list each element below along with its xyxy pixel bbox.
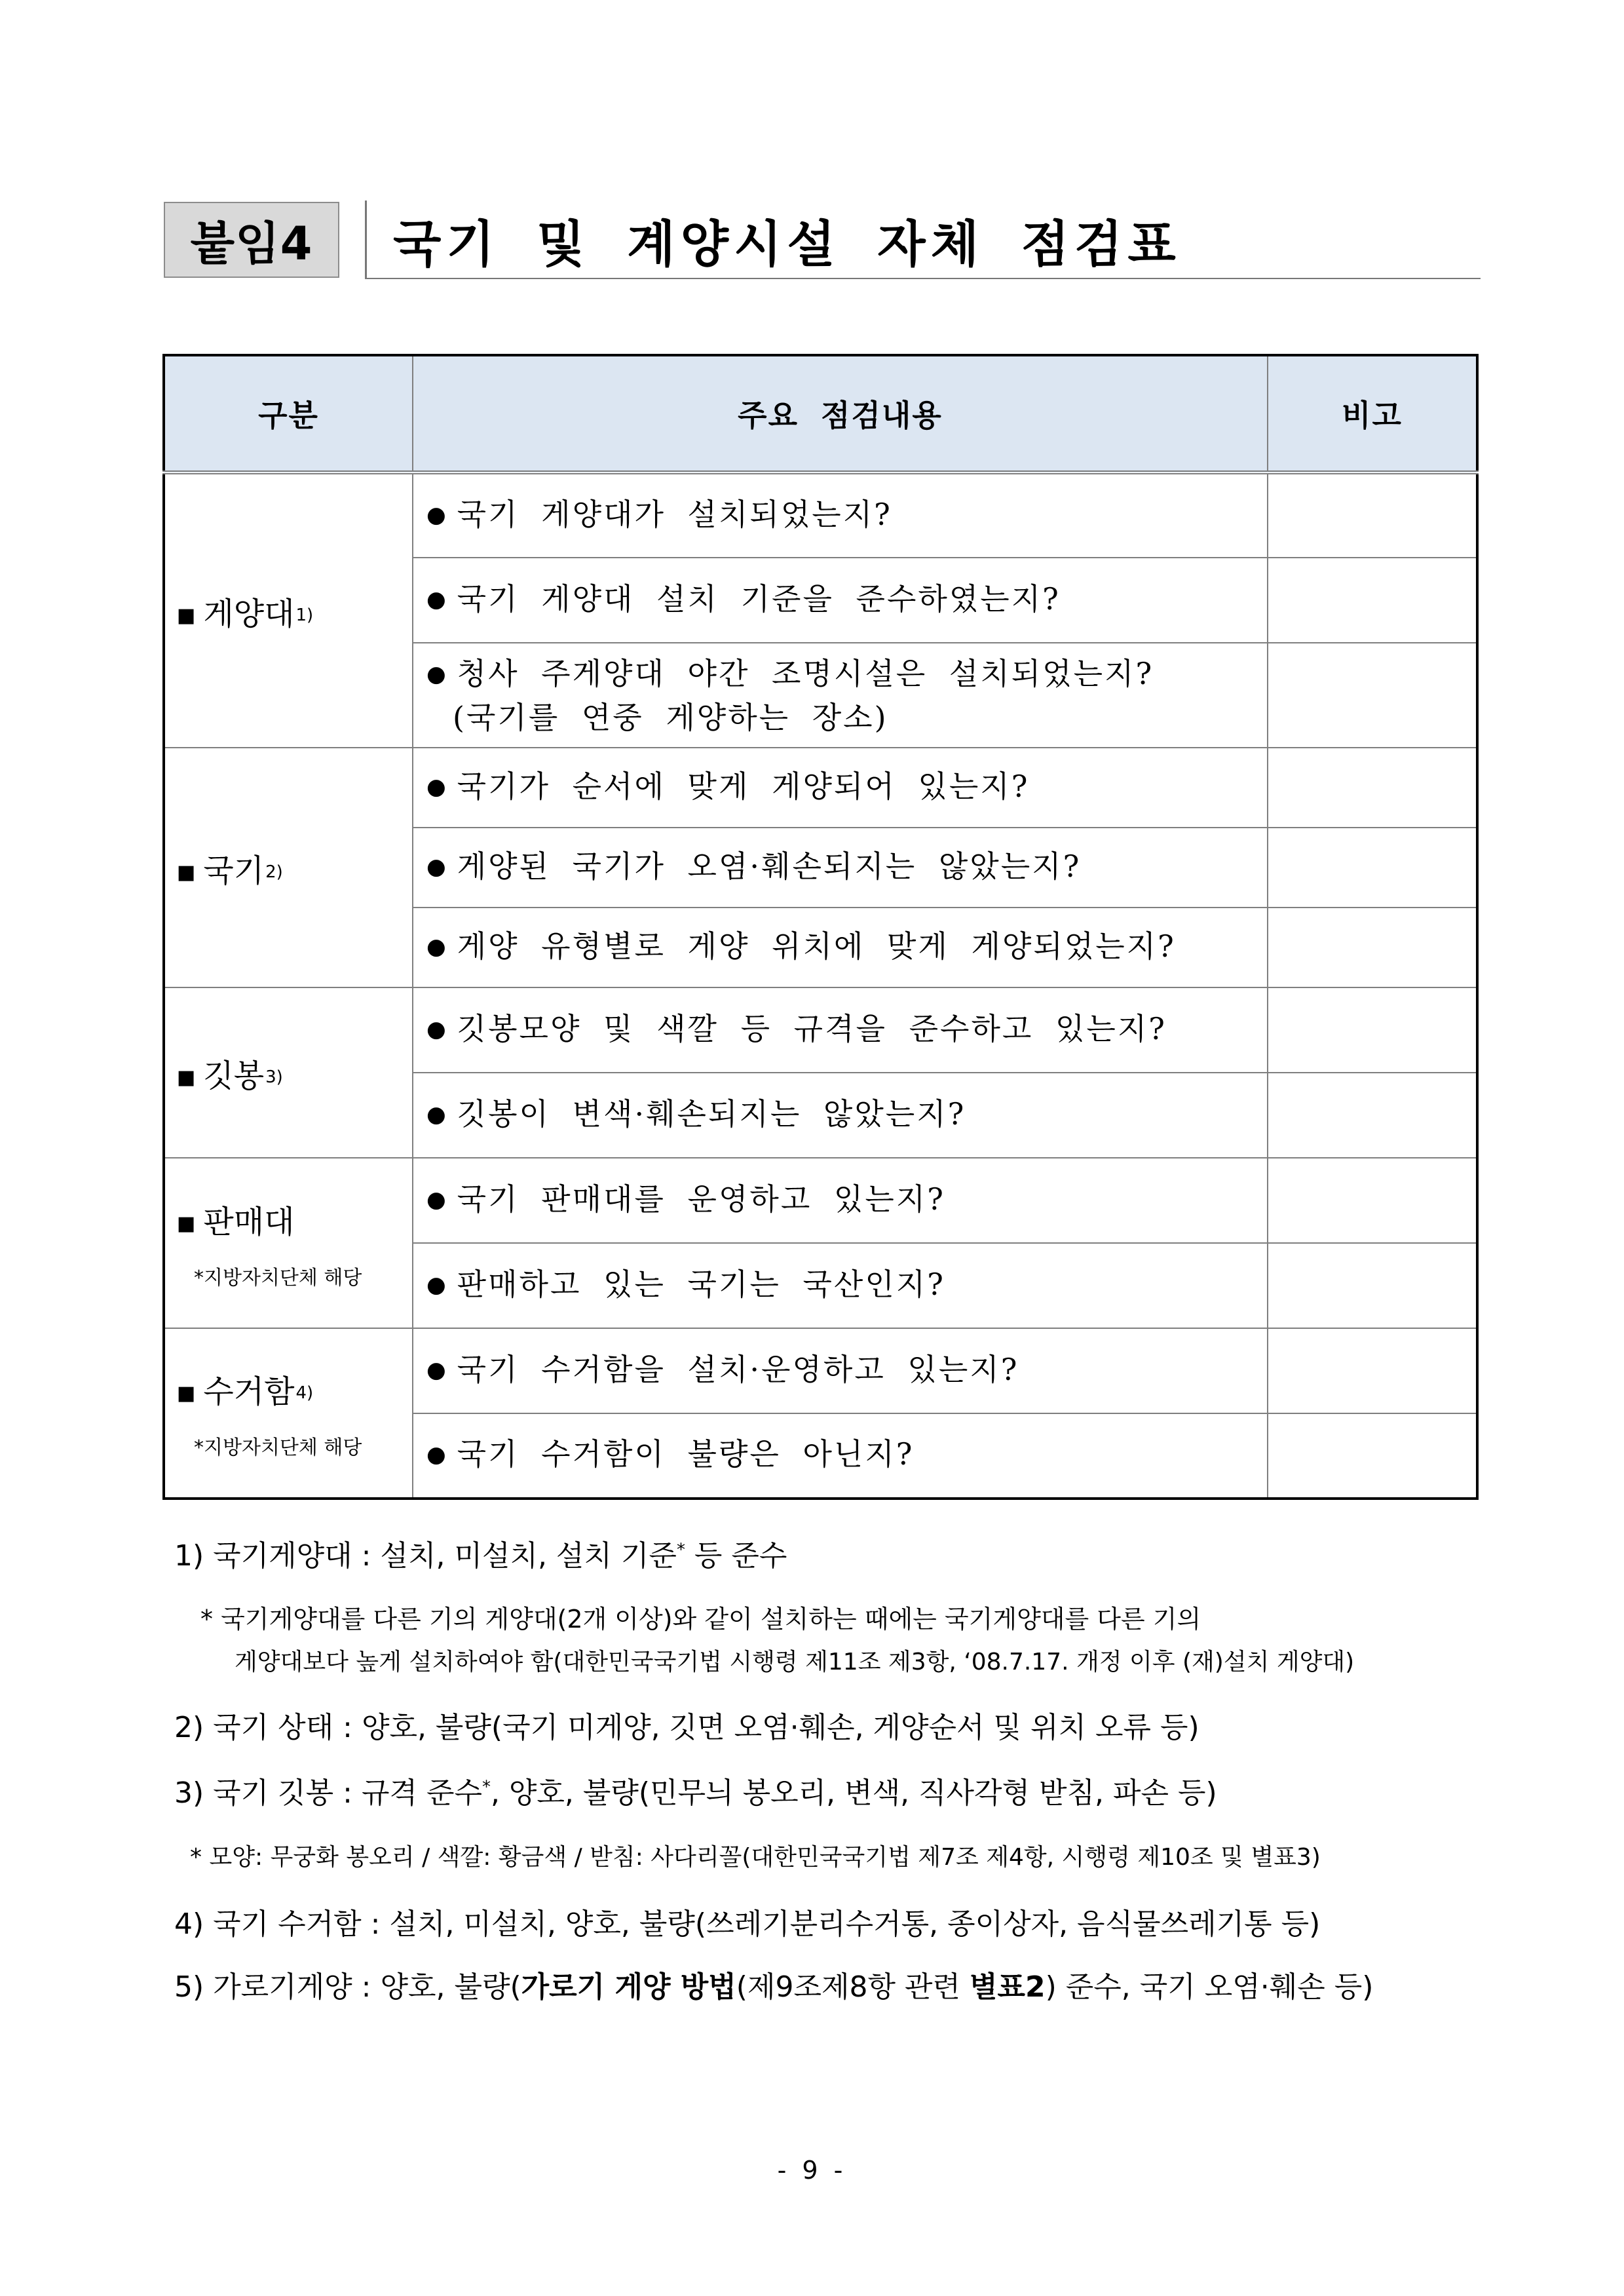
check-item-line xyxy=(426,1264,1267,1308)
footnote-1-star-line-1: * 국기게양대를 다른 기의 게양대(2개 이상)와 같이 설치하는 때에는 국기게양대를 다른 기의 xyxy=(200,1605,1201,1634)
category-cell xyxy=(164,472,413,748)
round-bullet-icon: ● xyxy=(426,853,448,880)
round-bullet-icon: ● xyxy=(426,933,448,960)
attachment-badge: 붙임4 xyxy=(164,202,339,278)
category-name: 국기 xyxy=(203,852,265,889)
check-item xyxy=(413,828,1268,908)
footnote-3-sup: * xyxy=(482,1777,491,1797)
footnote-5-bold-table: 별표2 xyxy=(969,1970,1046,2004)
check-item-text: 깃봉이 변색·훼손되지는 않았는지? xyxy=(457,1096,966,1132)
table-row xyxy=(164,987,1477,1073)
column-header-content: 주요 점검내용 xyxy=(413,355,1268,472)
category-label xyxy=(177,1196,412,1242)
header-underline xyxy=(367,278,1481,279)
footnote-5 xyxy=(174,1963,1373,2005)
check-item-line xyxy=(426,766,1267,810)
footnote-4: 4) 국기 수거함 : 설치, 미설치, 양호, 불량(쓰레기분리수거통, 종이상자, 음식물쓰레기통 등) xyxy=(174,1907,1321,1941)
footnote-3-star: * 모양: 무궁화 봉오리 / 색깔: 황금색 / 받침: 사다리꼴(대한민국국기법 제7조 제4항, 시행령 제10조 및 별표3) xyxy=(190,1844,1321,1871)
remarks-cell xyxy=(1268,1158,1477,1243)
remarks-cell xyxy=(1268,908,1477,987)
table-row xyxy=(164,1328,1477,1413)
round-bullet-icon: ● xyxy=(426,586,448,613)
check-item-line xyxy=(426,1434,1267,1478)
square-bullet-icon: ■ xyxy=(177,1065,196,1089)
category-footnote-ref: 4) xyxy=(295,1383,314,1403)
round-bullet-icon: ● xyxy=(426,1186,448,1213)
remarks-cell xyxy=(1268,987,1477,1073)
round-bullet-icon: ● xyxy=(426,660,448,687)
footnote-1-tail: 등 준수 xyxy=(685,1539,787,1573)
table-row xyxy=(164,1158,1477,1243)
square-bullet-icon: ■ xyxy=(177,603,196,627)
check-item-text: 국기가 순서에 맞게 게양되어 있는지? xyxy=(457,768,1030,804)
category-label xyxy=(177,1366,412,1411)
check-item-text: 국기 수거함이 불량은 아닌지? xyxy=(457,1436,915,1472)
category-footnote-ref: 1) xyxy=(295,605,314,625)
category-cell xyxy=(164,987,413,1158)
check-item xyxy=(413,908,1268,987)
remarks-cell xyxy=(1268,558,1477,643)
category-cell xyxy=(164,1158,413,1328)
check-item-line xyxy=(426,1008,1267,1052)
check-item xyxy=(413,643,1268,748)
check-item-subtext: (국기를 연중 게양하는 장소) xyxy=(453,699,888,735)
remarks-cell xyxy=(1268,828,1477,908)
footnote-1-star-line-2: 게양대보다 높게 설치하여야 함(대한민국국기법 시행령 제11조 제3항, ‘08.7.17. 개정 이후 (재)설치 게양대) xyxy=(235,1649,1355,1675)
check-item xyxy=(413,987,1268,1073)
footnote-1-sup: * xyxy=(676,1540,685,1560)
check-item-text: 판매하고 있는 국기는 국산인지? xyxy=(457,1266,945,1302)
column-header-remarks: 비고 xyxy=(1268,355,1477,472)
check-item-text: 국기 판매대를 운영하고 있는지? xyxy=(457,1181,945,1217)
category-name: 깃봉 xyxy=(203,1057,265,1094)
category-name: 판매대 xyxy=(203,1203,295,1240)
footnote-3 xyxy=(174,1769,1217,1811)
check-item-line xyxy=(426,653,1267,697)
footnote-1-text: 1) 국기게양대 : 설치, 미설치, 설치 기준 xyxy=(174,1539,677,1573)
round-bullet-icon: ● xyxy=(426,1442,448,1468)
check-item xyxy=(413,1158,1268,1243)
round-bullet-icon: ● xyxy=(426,1016,448,1043)
check-item-text: 청사 주게양대 야간 조명시설은 설치되었는지? xyxy=(457,655,1154,691)
category-note: *지방자치단체 해당 xyxy=(194,1436,362,1459)
check-item-text: 국기 수거함을 설치·운영하고 있는지? xyxy=(457,1351,1019,1387)
category-name: 게양대 xyxy=(203,595,295,632)
category-label xyxy=(177,845,412,890)
footnote-3-tail: , 양호, 불량(민무늬 봉오리, 변색, 직사각형 받침, 파손 등) xyxy=(490,1776,1217,1810)
checklist-table xyxy=(162,354,1479,1500)
footnote-1 xyxy=(174,1532,787,1574)
footnote-3-text: 3) 국기 깃봉 : 규격 준수 xyxy=(174,1776,482,1810)
check-item xyxy=(413,1243,1268,1328)
footnote-5-c: (제9조제8항 관련 xyxy=(736,1970,970,2004)
footnote-5-bold-method: 가로기 게양 방법 xyxy=(521,1970,736,2004)
check-item-line xyxy=(426,1349,1267,1393)
footnote-5-a: 5) 가로기게양 : 양호, 불량( xyxy=(174,1970,521,2004)
remarks-cell xyxy=(1268,1073,1477,1158)
round-bullet-icon: ● xyxy=(426,1101,448,1128)
category-note: *지방자치단체 해당 xyxy=(194,1266,362,1290)
remarks-cell xyxy=(1268,643,1477,748)
category-label xyxy=(177,1050,412,1096)
check-item-text: 국기 게양대가 설치되었는지? xyxy=(457,496,892,532)
category-cell xyxy=(164,1328,413,1499)
category-footnote-ref: 2) xyxy=(265,862,283,882)
category-cell xyxy=(164,748,413,987)
footnote-5-e: ) 준수, 국기 오염·훼손 등) xyxy=(1045,1970,1374,2004)
remarks-cell xyxy=(1268,748,1477,828)
footnote-2: 2) 국기 상태 : 양호, 불량(국기 미게양, 깃면 오염·훼손, 게양순서 및 위치 오류 등) xyxy=(174,1711,1199,1744)
table-row xyxy=(164,472,1477,558)
page-number: - 9 - xyxy=(777,2156,847,2185)
check-item-text: 국기 게양대 설치 기준을 준수하였는지? xyxy=(457,581,1061,617)
check-item xyxy=(413,1413,1268,1499)
check-item xyxy=(413,558,1268,643)
check-item-line xyxy=(426,579,1267,622)
header-separator xyxy=(365,201,367,279)
check-item xyxy=(413,472,1268,558)
page-title: 국기 및 계양시설 자체 점검표 xyxy=(393,214,1181,273)
remarks-cell xyxy=(1268,472,1477,558)
remarks-cell xyxy=(1268,1413,1477,1499)
square-bullet-icon: ■ xyxy=(177,1212,196,1235)
round-bullet-icon: ● xyxy=(426,1271,448,1298)
remarks-cell xyxy=(1268,1328,1477,1413)
square-bullet-icon: ■ xyxy=(177,1382,196,1405)
round-bullet-icon: ● xyxy=(426,1356,448,1383)
check-item-text: 게양된 국기가 오염·훼손되지는 않았는지? xyxy=(457,848,1082,884)
check-item-line xyxy=(426,494,1267,538)
check-item xyxy=(413,1073,1268,1158)
remarks-cell xyxy=(1268,1243,1477,1328)
check-item-line xyxy=(426,1094,1267,1138)
check-item-line xyxy=(426,926,1267,970)
check-item xyxy=(413,1328,1268,1413)
check-item-text: 게양 유형별로 게양 위치에 맞게 게양되었는지? xyxy=(457,928,1176,964)
square-bullet-icon: ■ xyxy=(177,860,196,884)
column-header-category: 구분 xyxy=(164,355,413,472)
category-label xyxy=(177,588,412,634)
check-item-text: 깃봉모양 및 색깔 등 규격을 준수하고 있는지? xyxy=(457,1010,1167,1046)
round-bullet-icon: ● xyxy=(426,501,448,528)
check-item-line xyxy=(426,846,1267,890)
check-item xyxy=(413,748,1268,828)
round-bullet-icon: ● xyxy=(426,773,448,800)
check-item-line xyxy=(426,1179,1267,1223)
table-header-row xyxy=(164,355,1477,472)
category-footnote-ref: 3) xyxy=(265,1067,283,1087)
category-name: 수거함 xyxy=(203,1373,295,1410)
table-row xyxy=(164,748,1477,828)
